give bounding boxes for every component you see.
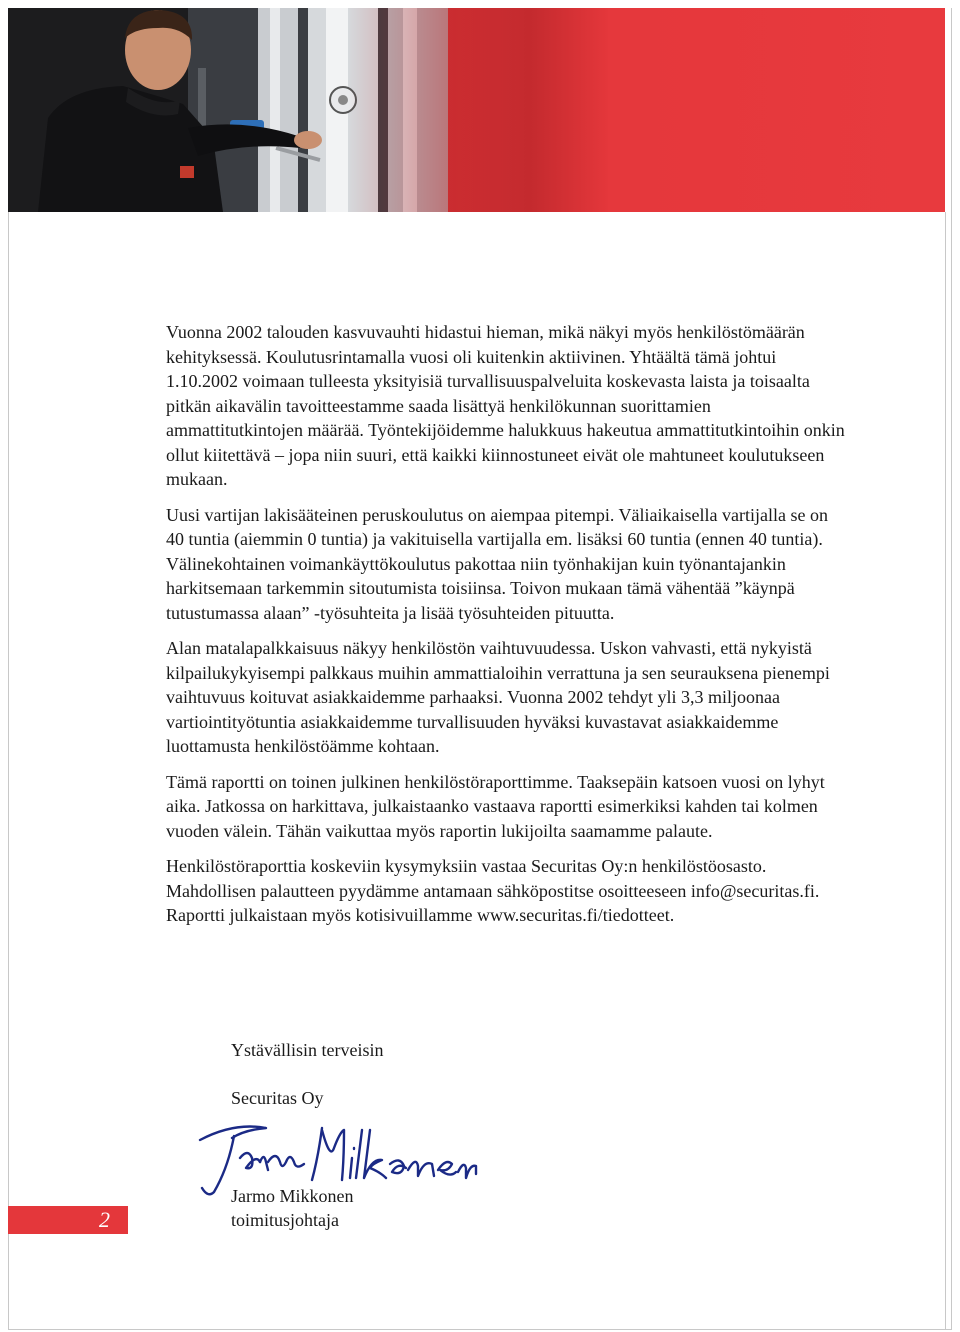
paragraph: Alan matalapalkkaisuus näkyy henkilöstön vaihtuvuudessa. Uskon vahvasti, että nykyistä kilpailukykyisempi palkkaus muihin ammattialoihin verrattuna ja sen seurauksena pienempi vaihtuvuus koituvat asiakkaidemme parhaaksi. Vuonna 2002 tehdyt yli 3,3 miljoonaa vartiointityötuntia asiakkaidemme turvallisuuden hyväksi kuvastavat asiakkaidemme luottamusta henkilöstöämme kohtaan. (166, 638, 830, 756)
paragraph: Tämä raportti on toinen julkinen henkilöstöraporttimme. Taaksepäin katsoen vuosi on lyhyt aika. Jatkossa on harkittava, julkaistaanko vastaava raportti esimerkiksi kahden tai kolmen vuoden välein. Tähän vaikuttaa myös raportin lukijoilta saamamme palaute. (166, 771, 825, 841)
page-number: 2 (99, 1207, 110, 1232)
header-banner (8, 8, 945, 212)
right-margin-rule (945, 212, 946, 1330)
company-name: Securitas Oy (231, 1088, 324, 1108)
signatory-title: toimitusjohtaja (231, 1210, 339, 1230)
paragraph: Henkilöstöraporttia koskeviin kysymyksiin vastaa Securitas Oy:n henkilöstöosasto. Mahdollisen palautteen pyydämme antamaan sähköpostitse osoitteeseen info@securitas.fi. Raportti julkaistaan myös kotisivuillamme www.securitas.fi/tiedotteet. (166, 856, 820, 925)
greeting: Ystävällisin terveisin (231, 1040, 384, 1060)
letter-body (166, 320, 846, 939)
page-number-badge (8, 1206, 128, 1234)
paragraph: Uusi vartijan lakisääteinen peruskoulutus on aiempaa pitempi. Väliaikaisella vartijalla se on 40 tuntia (aiemmin 0 tuntia) ja vakituisella vartijalla em. lisäksi 60 tuntia (ennen 40 tuntia). Välinekohtainen voimankäyttökoulutus pakottaa niin työnhakijan kuin työnantajankin harkitsemaan tarkemmin sitoutumista toisiinsa. Toivon mukaan tämä vähentää ”käynpä tutustumassa alaan” -työsuhteita ja lisää työsuhteiden pituutta. (166, 504, 828, 623)
header-photo-fade (348, 8, 608, 212)
paragraph: Vuonna 2002 talouden kasvuvauhti hidastui hieman, mikä näkyi myös henkilöstömäärän kehityksessä. Koulutusrintamalla vuosi oli kuitenkin aktiivinen. Yhtäältä tämä johtui 1.10.2002 voimaan tulleesta yksityisiä turvallisuuspalveluita koskevasta laista ja toisaalta pitkän aikavälin tavoitteestamme saada lisättyä henkilökunnan suorittamien ammattitutkintojen määrää. Työntekijöidemme halukkuus hakeutua ammattitutkintoihin onkin ollut kiitettävä – jopa niin suuri, että kaikki kiinnostuneet eivät ole mahtuneet koulutukseen mukaan. (166, 322, 845, 489)
signatory-name: Jarmo Mikkonen (231, 1186, 354, 1206)
